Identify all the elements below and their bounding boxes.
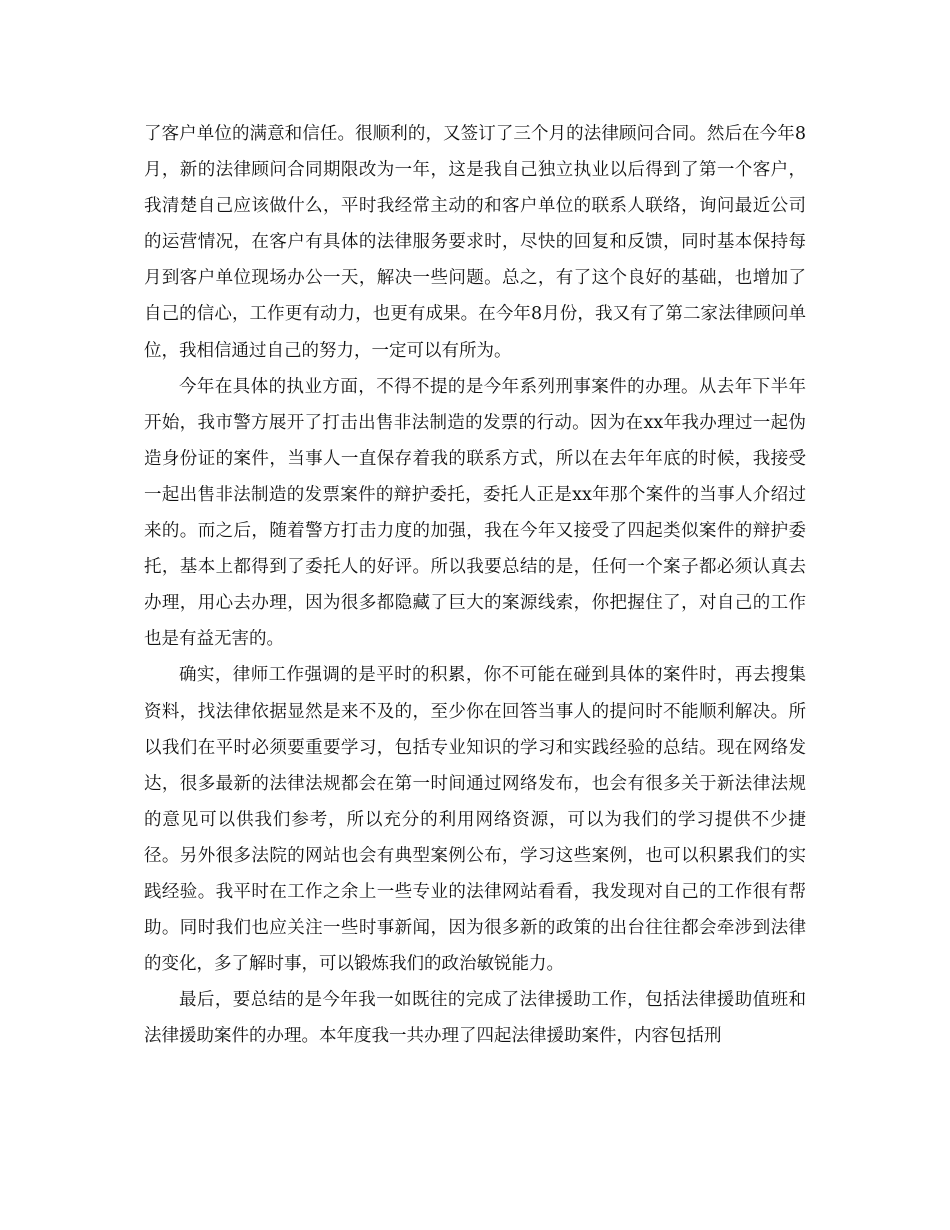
- paragraph-2: 今年在具体的执业方面，不得不提的是今年系列刑事案件的办理。从去年下半年开始，我市警方展开了打击出售非法制造的发票的行动。因为在xx年我办理过一起伪造身份证的案件，当事人一直保存着我的联系方式，所以在去年年底的时候，我接受一起出售非法制造的发票案件的辩护委托，委托人正是xx年那个案件的当事人介绍过来的。而之后，随着警方打击力度的加强，我在今年又接受了四起类似案件的辩护委托，基本上都得到了委托人的好评。所以我要总结的是，任何一个案子都必须认真去办理，用心去办理，因为很多都隐藏了巨大的案源线索，你把握住了，对自己的工作也是有益无害的。: [144, 376, 806, 650]
- paragraph-1: 了客户单位的满意和信任。很顺利的，又签订了三个月的法律顾问合同。然后在今年8月，新的法律顾问合同期限改为一年，这是我自己独立执业以后得到了第一个客户，我清楚自己应该做什么，平时我经常主动的和客户单位的联系人联络，询问最近公司的运营情况，在客户有具体的法律服务要求时，尽快的回复和反馈，同时基本保持每月到客户单位现场办公一天，解决一些问题。总之，有了这个良好的基础，也增加了自己的信心，工作更有动力，也更有成果。在今年8月份，我又有了第二家法律顾问单位，我相信通过自己的努力，一定可以有所为。: [144, 124, 806, 361]
- document-body: [144, 116, 806, 1054]
- paragraph-3: 确实，律师工作强调的是平时的积累，你不可能在碰到具体的案件时，再去搜集资料，找法律依据显然是来不及的，至少你在回答当事人的提问时不能顺利解决。所以我们在平时必须要重要学习，包括专业知识的学习和实践经验的总结。现在网络发达，很多最新的法律法规都会在第一时间通过网络发布，也会有很多关于新法律法规的意见可以供我们参考，所以充分的利用网络资源，可以为我们的学习提供不少捷径。另外很多法院的网站也会有典型案例公布，学习这些案例，也可以积累我们的实践经验。我平时在工作之余上一些专业的法律网站看看，我发现对自己的工作很有帮助。同时我们也应关注一些时事新闻，因为很多新的政策的出台往往都会牵涉到法律的变化，多了解时事，可以锻炼我们的政治敏锐能力。: [144, 665, 806, 975]
- paragraph-4: 最后，要总结的是今年我一如既往的完成了法律援助工作，包括法律援助值班和法律援助案件的办理。本年度我一共办理了四起法律援助案件，内容包括刑: [144, 990, 806, 1047]
